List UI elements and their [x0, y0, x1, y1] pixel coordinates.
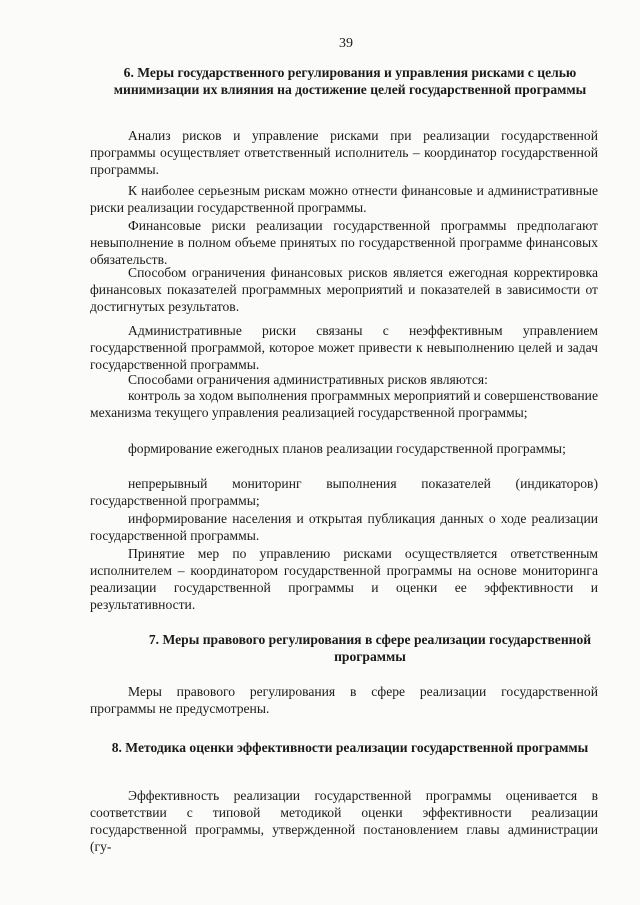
section-8-heading: 8. Методика оценки эффективности реализации государственной программы [111, 740, 589, 755]
section-6-paragraph: К наиболее серьезным рискам можно отнести финансовые и административные риски реализации государственной программы. [90, 183, 598, 215]
section-6-heading: 6. Меры государственного регулирования и управления рисками с целью минимизации их влияния на достижение целей государственной программы [113, 65, 587, 97]
section-6-paragraph: Финансовые риски реализации государственной программы предполагают невыполнение в полном объеме принятых по государственной программе финансовых обязательств. [90, 218, 598, 267]
section-6-paragraph: Принятие мер по управлению рисками осуществляется ответственным исполнителем – координатором государственной программы на основе мониторинга реализации государственной программы и оценки ее эффективности и результативности. [90, 546, 598, 612]
section-6-list-item: непрерывный мониторинг выполнения показателей (индикаторов) государственной программы; [90, 476, 598, 508]
section-6-list-item: контроль за ходом выполнения программных мероприятий и совершенствование механизма текущего управления реализацией государственной программы; [90, 388, 598, 420]
section-6-paragraph: Способом ограничения финансовых рисков является ежегодная корректировка финансовых показателей программных мероприятий и показателей в зависимости от достигнутых результатов. [90, 265, 598, 314]
section-7-heading: 7. Меры правового регулирования в сфере реализации государственной программы [148, 632, 592, 664]
section-6-list-item: формирование ежегодных планов реализации государственной программы; [128, 441, 566, 456]
section-6-paragraph: Анализ рисков и управление рисками при реализации государственной программы осуществляет ответственный исполнитель – координатор государственной программы. [90, 128, 598, 177]
section-6-paragraph: Способами ограничения административных рисков являются: [128, 372, 488, 387]
section-6-paragraph: Административные риски связаны с неэффективным управлением государственной программой, которое может привести к невыполнению целей и задач государственной программы. [90, 323, 598, 372]
section-6-list-item: информирование населения и открытая публикация данных о ходе реализации государственной программы. [90, 511, 598, 543]
section-7-paragraph: Меры правового регулирования в сфере реализации государственной программы не предусмотрены. [90, 684, 598, 716]
section-8-paragraph: Эффективность реализации государственной программы оценивается в соответствии с типовой методикой оценки эффективности реализации государственной программы, утвержденной постановлением главы администрации (гу- [90, 788, 598, 854]
page-number: 39 [339, 36, 353, 51]
